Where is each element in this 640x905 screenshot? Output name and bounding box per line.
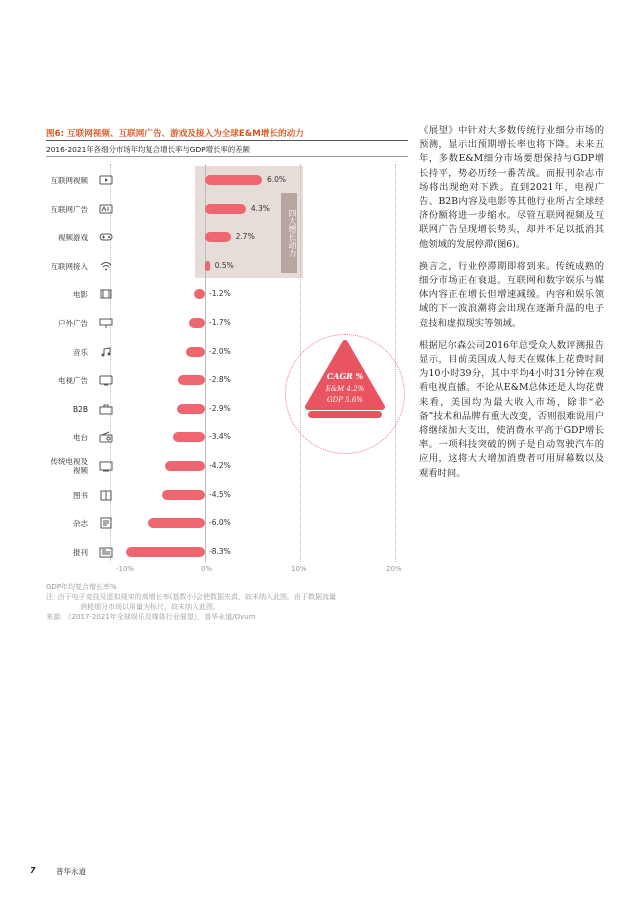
category-label: 报刊 <box>73 547 88 557</box>
billboard-icon <box>99 317 113 329</box>
bar-value-label: -4.5% <box>209 489 231 499</box>
music-icon <box>99 346 113 358</box>
footer-brand: 普华永道 <box>56 867 86 876</box>
tv-screen-icon <box>99 460 113 472</box>
bar <box>162 490 205 500</box>
note-line-1: 注: 由于电子竞技及虚拟现实的高增长率(基数小)会使数据失真，故未纳入此图。由于数据流量 <box>46 593 337 601</box>
note-line-2: 消耗细分市场以用量为标尺，故未纳入此图。 <box>80 603 220 611</box>
bar <box>205 204 246 214</box>
bar-value-label: 0.5% <box>214 260 234 270</box>
cagr-badge-graphic <box>286 335 404 453</box>
category-label: 电影 <box>73 290 88 300</box>
category-label: 互联网广告 <box>50 204 88 214</box>
figure-notes <box>46 582 416 622</box>
bar-value-label: -2.8% <box>209 375 231 385</box>
category-label: 户外广告 <box>58 319 88 328</box>
body-text <box>419 124 604 489</box>
bar <box>186 347 205 357</box>
film-icon <box>99 288 113 300</box>
tick-label-minus10: -10% <box>116 565 135 573</box>
figure-top-rule <box>46 140 408 141</box>
bar <box>178 375 205 385</box>
tick-label-10: 10% <box>291 565 307 573</box>
bar-value-label: 4.3% <box>250 203 270 213</box>
figure-title: 图6: 互联网视频、互联网广告、游戏及接入为全球E&M增长的动力 <box>46 129 304 139</box>
bar <box>148 518 205 528</box>
bar-value-label: -1.7% <box>209 318 231 327</box>
category-label: 互联网接入 <box>50 261 88 271</box>
bar-value-label: -6.0% <box>209 518 231 528</box>
category-label: B2B <box>72 404 88 414</box>
cagr-gdp-value: GDP 5.6% <box>327 396 363 404</box>
gamepad-icon <box>99 231 113 243</box>
category-label: 杂志 <box>73 519 88 529</box>
bar-value-label: -4.2% <box>209 461 231 470</box>
bar-value-label: -8.3% <box>209 546 231 556</box>
bar <box>189 318 205 328</box>
category-label: 图书 <box>73 490 88 500</box>
briefcase-icon <box>99 403 113 415</box>
book-icon <box>99 489 113 501</box>
category-label: 视频游戏 <box>58 233 88 243</box>
bar-value-label: -2.0% <box>209 346 231 356</box>
source-line: 来源: 《2017-2021年全球娱乐及媒体行业展望》，普华永道/Ovum <box>46 613 256 621</box>
newspaper-icon <box>99 546 113 558</box>
axis-title: GDP年均复合增长率% <box>46 583 117 591</box>
radio-icon <box>99 431 113 443</box>
bar <box>205 232 231 242</box>
ad-icon <box>99 203 113 215</box>
bar <box>165 461 205 471</box>
growth-drivers-label: 四大增长动力 <box>281 193 297 273</box>
bar-value-label: -3.4% <box>209 432 231 442</box>
category-label: 电台 <box>73 433 88 443</box>
video-icon <box>99 174 113 186</box>
body-paragraph-1: 《展望》中针对大多数传统行业细分市场的预测，显示出预期增长率也将下降。未来五年，多数E&M细分市场要想保持与GDP增长持平，势必历经一番苦战。而报刊杂志市场将出现绝对下跌。直到2021年，电视广告、B2B内容及电影等其他行业所占全球经济份额将进一步缩水。尽管互联网视频及互联网广告呈现增长势头，却并不足以抵消其他领域的发展停滞(图6)。 <box>419 125 604 250</box>
figure-subtitle: 2016-2021年各细分市场年均复合增长率与GDP增长率的差额 <box>46 145 250 154</box>
bar <box>194 289 205 299</box>
category-label: 电视广告 <box>58 376 88 386</box>
wifi-icon <box>99 260 113 272</box>
body-paragraph-2: 换言之，行业停滞期即将到来。传统成熟的细分市场正在衰退。互联网和数字娱乐与媒体内容正在增长但增速减缓。内容和娱乐领域的下一波浪潮将会出现在逐渐升温的电子竞技和虚拟现实等领域。 <box>419 260 604 329</box>
cagr-label: CAGR % <box>326 371 364 381</box>
zero-axis-line <box>205 164 206 562</box>
page-number: 7 <box>30 866 36 875</box>
bar-value-label: -2.9% <box>209 403 231 413</box>
category-label: 互联网视频 <box>50 176 88 185</box>
bar <box>173 432 205 442</box>
bar <box>205 175 262 185</box>
bar <box>177 404 205 414</box>
bar <box>205 261 210 271</box>
bar-value-label: 6.0% <box>267 175 287 184</box>
category-label: 音乐 <box>73 347 88 357</box>
category-label: 传统电视及视频 <box>50 457 88 475</box>
bar-value-label: 2.7% <box>235 232 255 242</box>
figure-subtitle-rule <box>46 156 408 157</box>
tick-label-20: 20% <box>386 565 402 573</box>
cagr-badge <box>285 334 405 454</box>
cagr-em-value: E&M 4.2% <box>325 385 365 393</box>
gridline <box>110 164 111 562</box>
bar <box>126 547 205 557</box>
magazine-icon <box>99 517 113 529</box>
body-paragraph-3: 根据尼尔森公司2016年总受众人数评测报告显示，目前美国成人每天在媒体上花费时间为10小时39分，其中平均4小时31分钟在观看电视直播。不论从E&M总体还是人均花费来看，美国均为最大收入市场，除非“必备”技术和品牌有重大改变，否则很难说用户将继续加大支出，使消费水平高于GDP增长率。一项科技突破的例子是自动驾驶汽车的应用，这将大大增加消费者可用屏幕数以及观看时间。 <box>419 339 604 479</box>
tick-label-0: 0% <box>201 565 213 573</box>
bar-value-label: -1.2% <box>209 289 231 299</box>
tv-icon <box>99 374 113 386</box>
